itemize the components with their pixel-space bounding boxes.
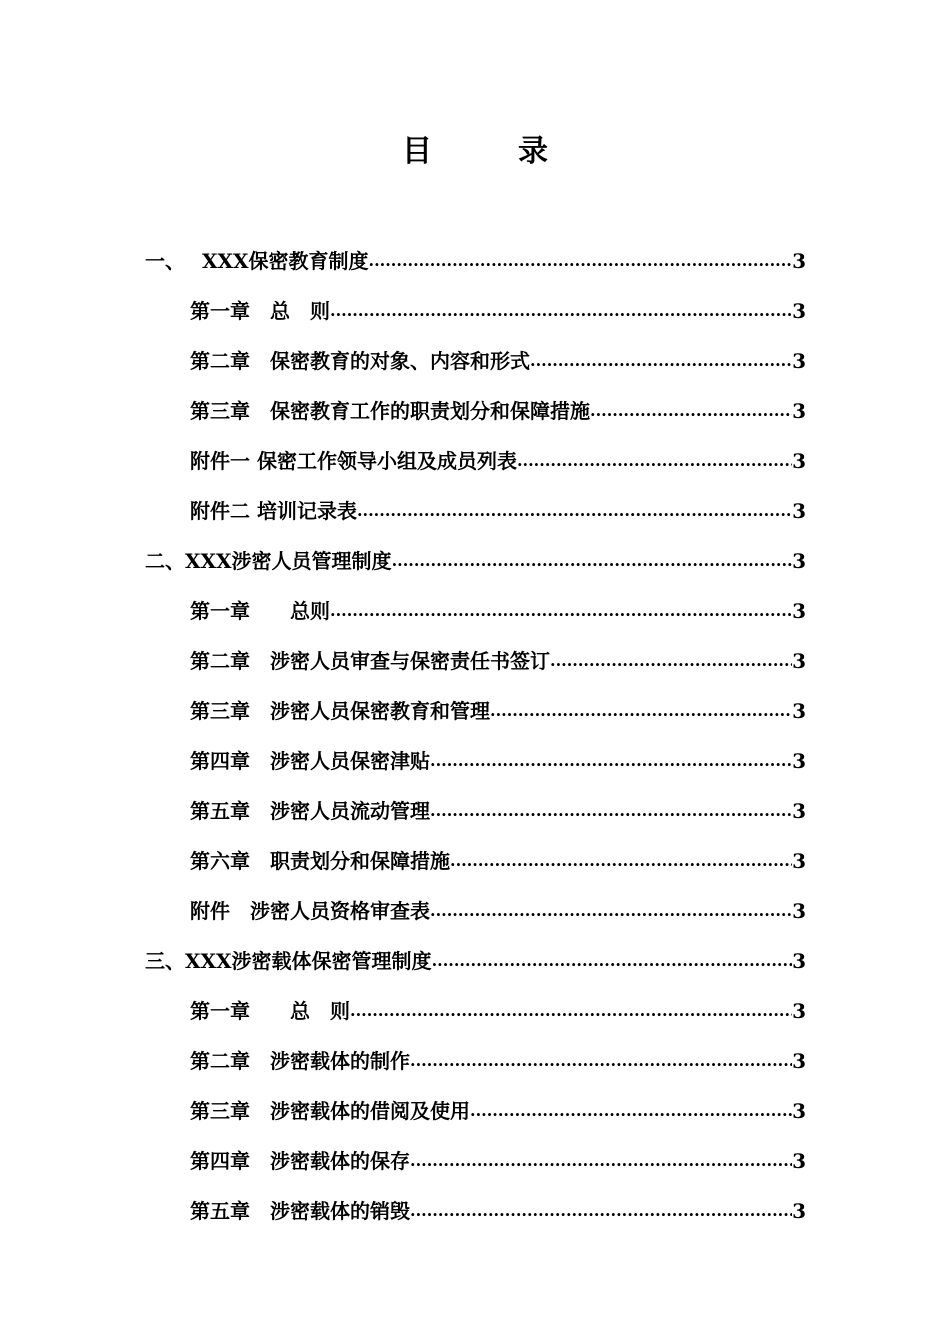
- dot-leader: [410, 1050, 792, 1072]
- toc-entry-page: 3: [792, 499, 806, 523]
- toc-entry-label: 第三章 保密教育工作的职责划分和保障措施: [190, 399, 590, 423]
- toc-entry[interactable]: [0, 524, 950, 574]
- toc-entry-page: 3: [792, 449, 806, 473]
- toc-entry-label: 二、XXX涉密人员管理制度: [145, 549, 392, 573]
- toc-entry-page: 3: [792, 649, 806, 673]
- dot-leader: [430, 750, 792, 772]
- toc-entry-page: 3: [792, 299, 806, 323]
- dot-leader: [550, 650, 792, 672]
- toc-entry-page: 3: [792, 1149, 806, 1173]
- toc-entry[interactable]: [0, 724, 950, 774]
- toc-entry-label: 三、XXX涉密载体保密管理制度: [145, 949, 432, 973]
- toc-entry[interactable]: [0, 474, 950, 524]
- toc-entry[interactable]: [0, 374, 950, 424]
- toc-entry-label: 附件一 保密工作领导小组及成员列表: [190, 449, 517, 473]
- toc-entry[interactable]: [0, 1124, 950, 1174]
- dot-leader: [470, 1100, 792, 1122]
- toc-entry-page: 3: [792, 999, 806, 1023]
- toc-entry[interactable]: [0, 1074, 950, 1124]
- toc-entry[interactable]: [0, 1024, 950, 1074]
- toc-entry-label: 第六章 职责划分和保障措施: [190, 849, 450, 873]
- toc-entry-page: 3: [792, 599, 806, 623]
- toc-entry[interactable]: [0, 424, 950, 474]
- toc-entry-label: 第三章 涉密载体的借阅及使用: [190, 1099, 470, 1123]
- dot-leader: [357, 500, 792, 522]
- toc-entry-page: 3: [792, 549, 806, 573]
- toc-entry-label: 第二章 保密教育的对象、内容和形式: [190, 349, 530, 373]
- toc-entry-label: 第四章 涉密载体的保存: [190, 1149, 410, 1173]
- dot-leader: [330, 600, 792, 622]
- toc-entry[interactable]: [0, 774, 950, 824]
- toc-entry-page: 3: [792, 849, 806, 873]
- toc-entry[interactable]: [0, 974, 950, 1024]
- dot-leader: [330, 300, 792, 322]
- dot-leader: [430, 900, 792, 922]
- toc-entry-page: 3: [792, 949, 806, 973]
- dot-leader: [430, 800, 792, 822]
- toc-entry-page: 3: [792, 699, 806, 723]
- dot-leader: [517, 450, 792, 472]
- toc-entry-page: 3: [792, 249, 806, 273]
- toc-entry[interactable]: [0, 874, 950, 924]
- toc-entry-page: 3: [792, 1199, 806, 1223]
- dot-leader: [490, 700, 792, 722]
- toc-entry-label: 第一章 总则: [190, 599, 330, 623]
- toc-entry-page: 3: [792, 749, 806, 773]
- toc-entry-label: 第二章 涉密人员审查与保密责任书签订: [190, 649, 550, 673]
- dot-leader: [410, 1150, 792, 1172]
- dot-leader: [410, 1200, 792, 1222]
- toc-entry-label: 第五章 涉密载体的销毁: [190, 1199, 410, 1223]
- toc-entry[interactable]: [0, 324, 950, 374]
- toc-entry[interactable]: [0, 674, 950, 724]
- toc-entry[interactable]: [0, 574, 950, 624]
- toc-entry-page: 3: [792, 349, 806, 373]
- toc-entry-label: 第一章 总 则: [190, 299, 330, 323]
- toc-entry[interactable]: [0, 274, 950, 324]
- dot-leader: [392, 550, 793, 572]
- toc-entry[interactable]: [0, 224, 950, 274]
- toc-entry[interactable]: [0, 624, 950, 674]
- toc-entry-label: 第五章 涉密人员流动管理: [190, 799, 430, 823]
- toc-entry-page: 3: [792, 399, 806, 423]
- dot-leader: [590, 400, 792, 422]
- dot-leader: [530, 350, 792, 372]
- toc-entry-label: 第一章 总 则: [190, 999, 350, 1023]
- dot-leader: [350, 1000, 792, 1022]
- toc-entry[interactable]: [0, 824, 950, 874]
- toc-entry[interactable]: [0, 1174, 950, 1224]
- dot-leader: [450, 850, 792, 872]
- toc-entry-label: 第四章 涉密人员保密津贴: [190, 749, 430, 773]
- dot-leader: [369, 250, 793, 272]
- dot-leader: [432, 950, 793, 972]
- toc-entry-label: 第二章 涉密载体的制作: [190, 1049, 410, 1073]
- toc-entry-page: 3: [792, 899, 806, 923]
- toc-entry-page: 3: [792, 1099, 806, 1123]
- toc-entry-label: 附件二 培训记录表: [190, 499, 357, 523]
- toc-entry[interactable]: [0, 924, 950, 974]
- toc-entry-label: 附件 涉密人员资格审查表: [190, 899, 430, 923]
- toc-entry-label: 一、 XXX保密教育制度: [145, 249, 369, 273]
- toc-entry-label: 第三章 涉密人员保密教育和管理: [190, 699, 490, 723]
- toc-entry-page: 3: [792, 1049, 806, 1073]
- page-title: 目 录: [402, 134, 576, 169]
- toc-entry-page: 3: [792, 799, 806, 823]
